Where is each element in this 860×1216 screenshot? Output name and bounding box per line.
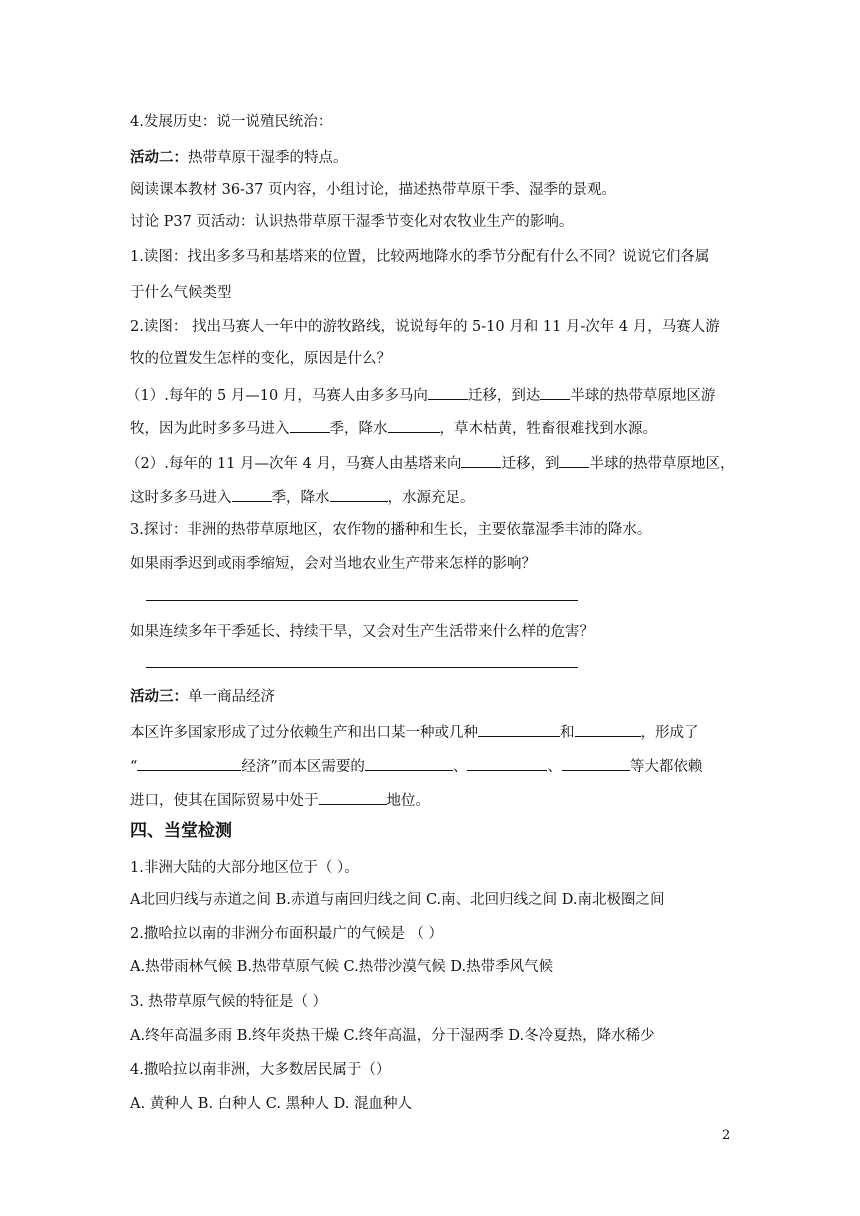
blank-direction[interactable] <box>428 384 468 400</box>
activity-two-heading <box>130 148 348 168</box>
question-3-sub-2: 如果连续多年干季延长、持续干旱，又会对生产生活带来什么样的危害？ <box>130 624 594 640</box>
question-2-line-1: 2.读图： 找出马赛人一年中的游牧路线，说说每年的 5-10 月和 11 月-次年 4 月，马赛人游 <box>130 319 720 335</box>
blank-economy-type[interactable] <box>137 755 241 771</box>
quiz-question-1: 1.非洲大陆的大部分地区位于（ ）。 <box>130 860 359 876</box>
discussion-instruction: 讨论 P37 页活动：认识热带草原干湿季节变化对农牧业生产的影响。 <box>130 214 574 230</box>
blank-precipitation-2[interactable] <box>330 486 388 502</box>
fill-blank-2-line-1: （2）.每年的 11 月—次年 4 月，马赛人由基塔来向 迁移，到 半球的热带草原地区， <box>126 452 734 474</box>
quiz-question-3-options: A.终年高温多雨 B.终年炎热干燥 C.终年高温，分干湿两季 D.冬冷夏热，降水稀少 <box>130 1028 655 1044</box>
question-1-line-1: 1.读图：找出多多马和基塔来的位置，比较两地降水的季节分配有什么不同？说说它们各属 <box>130 249 710 265</box>
quiz-question-2: 2.撒哈拉以南的非洲分布面积最广的气候是 （ ） <box>130 926 444 942</box>
activity-three-topic: 单一商品经济 <box>188 689 275 705</box>
reading-instruction: 阅读课本教材 36-37 页内容，小组讨论，描述热带草原干季、湿季的景观。 <box>130 182 617 198</box>
activity-three-heading <box>130 687 275 707</box>
blank-product-2[interactable] <box>575 721 641 737</box>
economy-line-2: “ 经济”而本区需要的 、 、 等大都依赖 <box>130 755 702 777</box>
quiz-question-4-options: A. 黄种人 B. 白种人 C. 黑种人 D. 混血种人 <box>130 1096 413 1112</box>
blank-season[interactable] <box>290 417 330 433</box>
question-2-line-2: 牧的位置发生怎样的变化，原因是什么？ <box>130 351 391 367</box>
blank-direction-2[interactable] <box>461 452 501 468</box>
fill-blank-1-line-1: （1）.每年的 5 月—10 月，马赛人由多多马向 迁移，到达 半球的热带草原地区游 <box>126 384 715 406</box>
blank-hemisphere-2[interactable] <box>559 452 589 468</box>
blank-product-1[interactable] <box>478 721 560 737</box>
activity-two-topic: 热带草原干湿季的特点。 <box>188 150 348 166</box>
question-3-explore: 3.探讨：非洲的热带草原地区，农作物的播种和生长，主要依靠湿季丰沛的降水。 <box>130 522 652 538</box>
fill-blank-1-line-2: 牧，因为此时多多马进入 季，降水 ，草木枯黄，牲畜很难找到水源。 <box>130 417 657 439</box>
question-3-sub-1: 如果雨季迟到或雨季缩短，会对当地农业生产带来怎样的影响？ <box>130 556 536 572</box>
history-line: 4.发展历史：说一说殖民统治： <box>130 114 333 130</box>
quiz-question-1-options: A北回归线与赤道之间 B.赤道与南回归线之间 C.南、北回归线之间 D.南北极圈之间 <box>130 892 665 908</box>
blank-precipitation[interactable] <box>388 417 440 433</box>
quiz-question-3: 3. 热带草原气候的特征是（ ） <box>130 994 328 1010</box>
activity-two-label: 活动二： <box>130 149 188 166</box>
section-four-heading: 四、当堂检测 <box>130 821 232 841</box>
page-number: 2 <box>722 1128 731 1143</box>
blank-need-2[interactable] <box>467 755 547 771</box>
blank-trade-status[interactable] <box>319 789 387 805</box>
blank-hemisphere[interactable] <box>540 384 570 400</box>
quiz-question-2-options: A.热带雨林气候 B.热带草原气候 C.热带沙漠气候 D.热带季风气候 <box>130 959 554 975</box>
blank-season-2[interactable] <box>232 486 272 502</box>
activity-three-label: 活动三： <box>130 688 188 705</box>
economy-line-1: 本区许多国家形成了过分依赖生产和出口某一种或几种 和 ，形成了 <box>130 721 699 743</box>
question-1-line-2: 于什么气候类型 <box>130 285 232 301</box>
answer-line-1[interactable] <box>146 600 578 601</box>
blank-need-1[interactable] <box>365 755 453 771</box>
fill-blank-2-line-2: 这时多多马进入 季，降水 ，水源充足。 <box>130 486 475 508</box>
economy-line-3: 进口，使其在国际贸易中处于 地位。 <box>130 789 430 811</box>
quiz-question-4: 4.撒哈拉以南非洲，大多数居民属于（） <box>130 1062 391 1078</box>
blank-need-3[interactable] <box>562 755 630 771</box>
answer-line-2[interactable] <box>146 667 578 668</box>
